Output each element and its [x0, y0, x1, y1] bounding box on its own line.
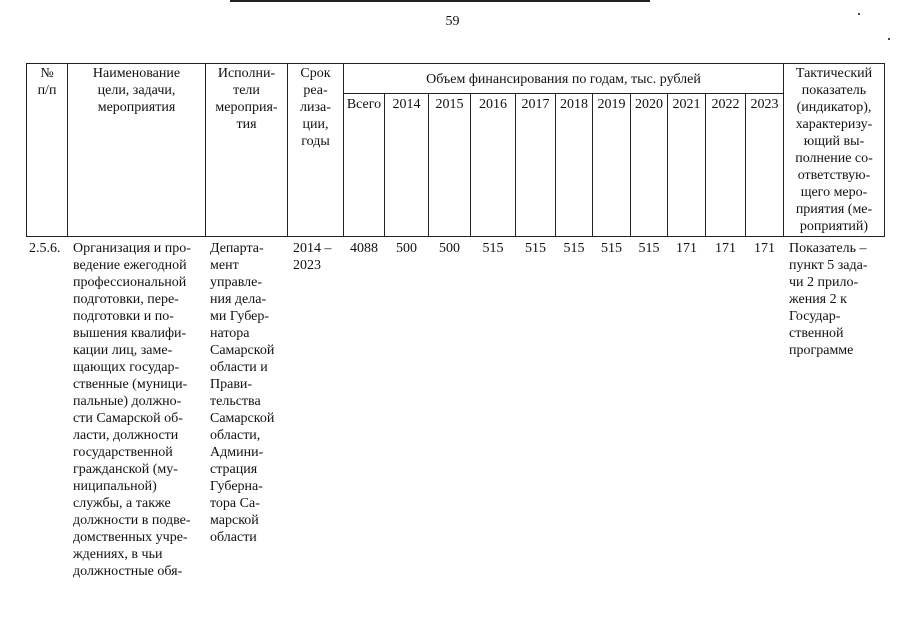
name-line: должностные обя- — [73, 564, 183, 579]
year-header-2023: 2023 — [750, 97, 779, 112]
name-line: ниципальной) — [73, 479, 157, 494]
value-2023: 171 — [754, 241, 775, 256]
name-line: ведение ежегодной — [73, 258, 187, 273]
header-indicator: Тактический показатель (индикатор), характеризу- ющий вы- полнение со- ответствую- щего меро- приятия (ме- роприятий) — [795, 66, 873, 234]
row-indicator: Показатель – пункт 5 зада- чи 2 прило- жения 2 к Государ- ственной программе — [789, 241, 868, 358]
top-border-line — [230, 0, 650, 2]
row-executor: Департа- мент управле- ния дела- ми Губер- натора Самарской области и Прави- тельства Самарской области, Админи- страция Губерна- тора Са- марской области — [210, 241, 275, 545]
year-header-2018: 2018 — [560, 97, 588, 112]
name-line: профессиональной — [73, 275, 187, 290]
year-header-2016: 2016 — [479, 97, 507, 112]
name-line: вышения квалифи- — [73, 326, 187, 341]
value-2018: 515 — [563, 241, 585, 256]
year-header-2020: 2020 — [635, 97, 663, 112]
name-line: ждениях, в чьи — [73, 547, 163, 562]
year-header-2017: 2017 — [521, 97, 550, 112]
name-line: Организация и про- — [73, 241, 191, 256]
value-2020: 515 — [638, 241, 660, 256]
year-header-2021: 2021 — [672, 97, 701, 112]
row-term: 2014 – 2023 — [293, 241, 332, 273]
row-num: 2.5.6. — [29, 241, 61, 256]
name-line: щающих государ- — [73, 360, 180, 375]
name-line: сти Самарской об- — [73, 411, 183, 426]
name-line: домственных учре- — [73, 530, 188, 545]
name-line: ласти, должности — [73, 428, 179, 443]
name-line: подготовки и по- — [73, 309, 174, 324]
name-line: гражданской (му- — [73, 462, 178, 477]
page-number: 59 — [445, 14, 460, 29]
value-total: 4088 — [350, 241, 378, 256]
header-name: Наименование цели, задачи, мероприятия — [92, 66, 181, 115]
year-header-2022: 2022 — [711, 97, 740, 112]
name-line: кации лиц, заме- — [73, 343, 173, 358]
scan-speck — [888, 38, 890, 40]
year-header-2015: 2015 — [435, 97, 464, 112]
header-executor: Исполни- тели мероприя- тия — [215, 66, 278, 132]
value-2017: 515 — [525, 241, 546, 256]
value-2015: 500 — [439, 241, 460, 256]
value-2016: 515 — [482, 241, 504, 256]
name-line: ственные (муници- — [73, 377, 188, 392]
value-2014: 500 — [396, 241, 417, 256]
value-2021: 171 — [676, 241, 697, 256]
name-line: государственной — [73, 445, 173, 460]
name-line: подготовки, пере- — [73, 292, 179, 307]
year-header-total: Всего — [346, 97, 382, 112]
value-2022: 171 — [715, 241, 736, 256]
row-name — [73, 240, 201, 580]
scan-speck — [858, 13, 860, 15]
header-num: № п/п — [37, 66, 57, 98]
name-line: пальные) должно- — [73, 394, 182, 409]
year-header-2014: 2014 — [392, 97, 421, 112]
name-line: должности в подве- — [73, 513, 191, 528]
value-2019: 515 — [601, 241, 622, 256]
header-term: Срок реа- лиза- ции, годы — [300, 66, 331, 149]
name-line: службы, а также — [73, 496, 171, 511]
header-funding: Объем финансирования по годам, тыс. рублей — [426, 72, 701, 87]
year-header-2019: 2019 — [597, 97, 626, 112]
